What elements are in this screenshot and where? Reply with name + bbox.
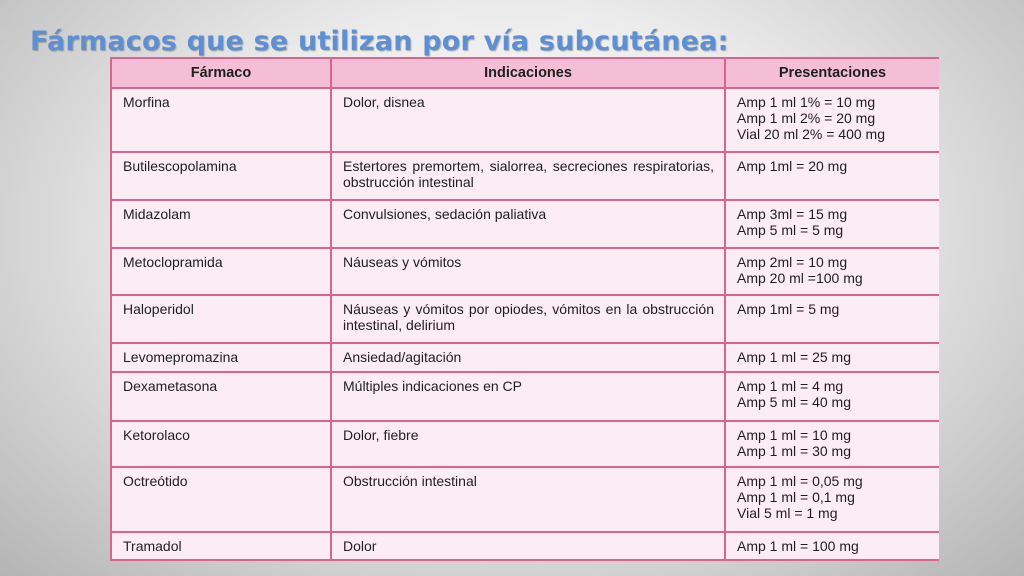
drug-name-cell: Octreótido bbox=[112, 467, 331, 532]
indication-cell: Obstrucción intestinal bbox=[331, 467, 725, 532]
presentations-cell bbox=[725, 200, 939, 248]
presentation-line: Amp 1ml = 20 mg bbox=[737, 157, 848, 174]
indication-cell: Múltiples indicaciones en CP bbox=[331, 372, 725, 420]
presentation-line: Amp 1 ml = 4 mg bbox=[737, 378, 844, 395]
header-presentaciones: Presentaciones bbox=[725, 59, 939, 88]
table-row bbox=[112, 532, 939, 559]
presentations-cell bbox=[725, 532, 939, 559]
presentation-line: Amp 1ml = 5 mg bbox=[737, 300, 840, 317]
table-body bbox=[112, 88, 939, 559]
presentation-line: Vial 20 ml 2% = 400 mg bbox=[737, 126, 885, 142]
presentations-cell bbox=[725, 152, 939, 200]
presentation-line: Amp 1 ml = 0,05 mg bbox=[737, 473, 863, 490]
presentation-line: Amp 3ml = 15 mg bbox=[737, 205, 848, 222]
indication-cell: Dolor, disnea bbox=[331, 88, 725, 152]
drug-name-cell: Dexametasona bbox=[112, 372, 331, 420]
drug-name-cell: Midazolam bbox=[112, 200, 331, 248]
indication-cell: Náuseas y vómitos bbox=[331, 248, 725, 294]
presentation-line: Amp 20 ml =100 mg bbox=[737, 270, 863, 287]
drug-name-cell: Haloperidol bbox=[112, 295, 331, 343]
table-row bbox=[112, 467, 939, 532]
presentations-cell bbox=[725, 467, 939, 532]
presentation-line: Amp 2ml = 10 mg bbox=[737, 254, 848, 271]
drug-name-cell: Metoclopramida bbox=[112, 248, 331, 294]
drug-table bbox=[112, 59, 939, 559]
presentation-line: Amp 1 ml 1% = 10 mg bbox=[737, 94, 876, 110]
indication-cell: Dolor, fiebre bbox=[331, 421, 725, 467]
presentation-line: Amp 1 ml = 10 mg bbox=[737, 426, 851, 443]
drug-name-cell: Levomepromazina bbox=[112, 343, 331, 372]
presentation-line: Amp 1 ml = 30 mg bbox=[737, 442, 851, 459]
presentations-cell bbox=[725, 343, 939, 372]
table-header-row bbox=[112, 59, 939, 88]
table-row bbox=[112, 343, 939, 372]
presentation-line: Amp 1 ml = 0,1 mg bbox=[737, 489, 855, 506]
table-row bbox=[112, 372, 939, 420]
header-farmaco: Fármaco bbox=[112, 59, 331, 88]
indication-cell: Convulsiones, sedación paliativa bbox=[331, 200, 725, 248]
presentations-cell bbox=[725, 88, 939, 152]
table-row bbox=[112, 421, 939, 467]
indication-cell: Dolor bbox=[331, 532, 725, 559]
presentation-line: Amp 1 ml = 25 mg bbox=[737, 349, 851, 366]
presentation-line: Amp 5 ml = 5 mg bbox=[737, 221, 844, 238]
presentations-cell bbox=[725, 421, 939, 467]
presentations-cell bbox=[725, 295, 939, 343]
indication-cell: Ansiedad/agitación bbox=[331, 343, 725, 372]
presentation-line: Amp 1 ml 2% = 20 mg bbox=[737, 110, 876, 126]
presentation-line: Amp 1 ml = 100 mg bbox=[737, 537, 859, 554]
table-row bbox=[112, 88, 939, 152]
indication-cell: Estertores premortem, sialorrea, secreciones respiratorias, obstrucción intestinal bbox=[331, 152, 725, 200]
table-row bbox=[112, 200, 939, 248]
presentation-line: Vial 5 ml = 1 mg bbox=[737, 505, 838, 522]
slide-title: Fármacos que se utilizan por vía subcutánea: bbox=[30, 26, 729, 57]
table-row bbox=[112, 248, 939, 294]
drug-table-frame bbox=[110, 57, 939, 561]
drug-name-cell: Tramadol bbox=[112, 532, 331, 559]
drug-name-cell: Ketorolaco bbox=[112, 421, 331, 467]
table-row bbox=[112, 152, 939, 200]
table-row bbox=[112, 295, 939, 343]
presentations-cell bbox=[725, 248, 939, 294]
drug-name-cell: Morfina bbox=[112, 88, 331, 152]
header-indicaciones: Indicaciones bbox=[331, 59, 725, 88]
presentations-cell bbox=[725, 372, 939, 420]
drug-name-cell: Butilescopolamina bbox=[112, 152, 331, 200]
presentation-line: Amp 5 ml = 40 mg bbox=[737, 394, 851, 411]
indication-cell: Náuseas y vómitos por opiodes, vómitos en la obstrucción intestinal, delirium bbox=[331, 295, 725, 343]
